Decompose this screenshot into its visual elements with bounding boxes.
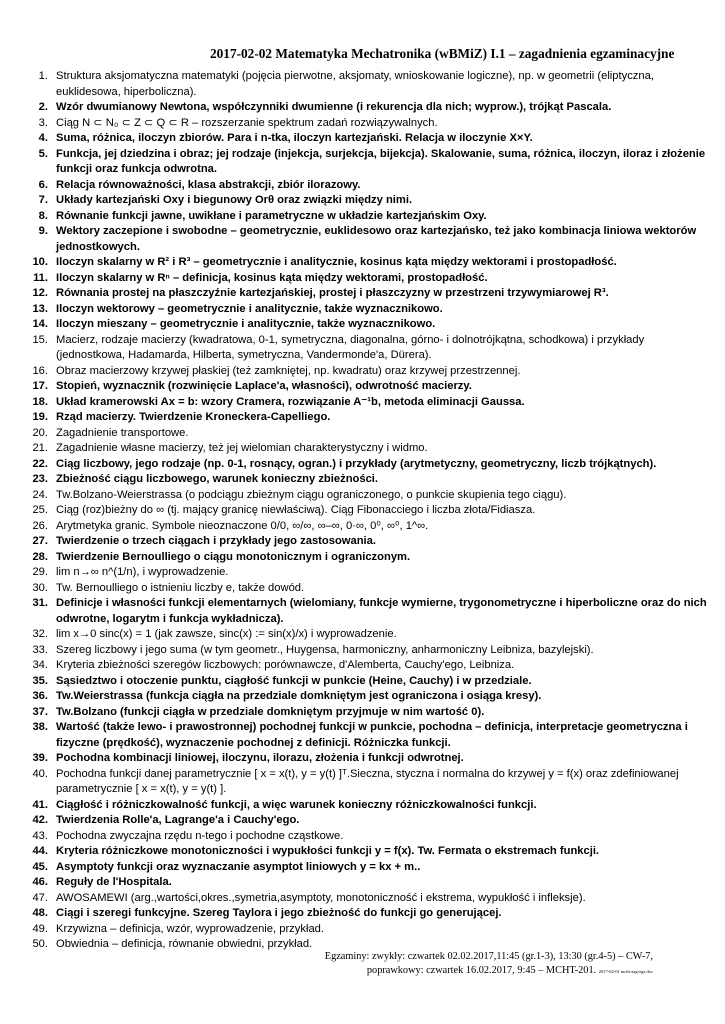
topic-text: Tw.Bolzano (funkcji ciągła w przedziale domkniętym przyjmuje w nim wartość 0). — [56, 705, 485, 718]
topic-number: 32. — [32, 628, 48, 640]
topic-number: 48. — [32, 907, 48, 919]
topic-item — [22, 550, 712, 566]
topic-item — [22, 798, 712, 814]
topic-text: Funkcja, jej dziedzina i obraz; jej rodzaje (injekcja, surjekcja, bijekcja). Skalowanie, suma, różnica, iloczyn, iloraz i złożenie funkcji oraz funkcja odwrotna. — [56, 147, 706, 175]
topic-item — [22, 441, 712, 457]
topic-item — [22, 116, 712, 132]
topic-item — [22, 271, 712, 287]
topic-number: 14. — [32, 318, 48, 330]
topic-item — [22, 829, 712, 845]
topic-number: 50. — [32, 938, 48, 950]
topic-number: 34. — [32, 659, 48, 671]
topic-text: Obraz macierzowy krzywej płaskiej (też zamkniętej, np. kwadratu) oraz krzywej przestrzennej. — [56, 364, 521, 377]
topic-item — [22, 69, 712, 100]
topic-text: Układy kartezjański Oxy i biegunowy Orθ oraz związki między nimi. — [56, 194, 413, 206]
topic-number: 17. — [32, 380, 48, 392]
topic-text: Rząd macierzy. Twierdzenie Kroneckera-Capelliego. — [56, 411, 331, 423]
topic-number: 24. — [32, 488, 48, 501]
topic-text: Ciągi i szeregi funkcyjne. Szereg Taylora i jego zbieżność do funkcji go generującej. — [56, 907, 502, 919]
topic-number: 7. — [38, 194, 48, 206]
topic-text: AWOSAMEWI (arg.,wartości,okres.,symetria,asymptoty, monotoniczność i ekstrema, wypukłość i infleksje). — [56, 891, 586, 904]
topic-text: Relacja równoważności, klasa abstrakcji, zbiór ilorazowy. — [56, 178, 361, 191]
exam-topic-list — [22, 69, 712, 953]
topic-text: Tw.Weierstrassa (funkcja ciągła na przedziale domkniętym jest ograniczona i osiąga kresy). — [56, 690, 542, 702]
topic-item — [22, 844, 712, 860]
topic-item — [22, 875, 712, 891]
topic-item — [22, 860, 712, 876]
topic-item — [22, 565, 712, 581]
topic-item — [22, 627, 712, 643]
topic-item — [22, 410, 712, 426]
topic-number: 2. — [38, 101, 48, 113]
topic-text: Definicje i własności funkcji elementarnych (wielomiany, funkcje wymierne, trygonometryczne i hiperboliczne oraz do nich odwrotne, logarytm i funkcja wykładnicza). — [56, 597, 707, 625]
topic-item — [22, 472, 712, 488]
topic-number: 22. — [32, 457, 48, 470]
topic-text: Zbieżność ciągu liczbowego, warunek konieczny zbieżności. — [56, 473, 379, 485]
topic-number: 27. — [32, 535, 48, 547]
topic-text: Iloczyn skalarny w R² i R³ – geometrycznie i analitycznie, kosinus kąta między wektorami i prostopadłość. — [56, 256, 617, 268]
topic-text: Wzór dwumianowy Newtona, współczynniki dwumienne (i rekurencja dla nich; wyprow.), trójkąt Pascala. — [56, 101, 612, 113]
topic-item — [22, 503, 712, 519]
topic-text: Struktura aksjomatyczna matematyki (pojęcia pierwotne, aksjomaty, wnioskowanie logiczne), np. w geometrii (eliptyczna, euklidesowa, hiperboliczna). — [56, 70, 654, 98]
topic-item — [22, 891, 712, 907]
topic-text: Macierz, rodzaje macierzy (kwadratowa, 0-1, symetryczna, diagonalna, górno- i dolnotrójkątna, schodkowa) i przykłady (jednostkowa, Hadamarda, Hilberta, symetryczna, Vandermonde'a, Dürera). — [56, 333, 645, 361]
topic-text: Kryteria zbieżności szeregów liczbowych: porównawcze, d'Alemberta, Cauchy'ego, Leibniza. — [56, 659, 515, 671]
topic-item — [22, 689, 712, 705]
topic-number: 28. — [32, 550, 48, 563]
topic-number: 31. — [32, 597, 48, 609]
topic-text: Arytmetyka granic. Symbole nieoznaczone 0/0, ∞/∞, ∞–∞, 0·∞, 0⁰, ∞⁰, 1^∞. — [56, 519, 429, 532]
topic-text: Iloczyn skalarny w Rⁿ – definicja, kosinus kąta między wektorami, prostopadłość. — [56, 271, 488, 284]
topic-number: 46. — [32, 876, 48, 888]
topic-item — [22, 333, 712, 364]
topic-number: 1. — [38, 70, 48, 82]
topic-item — [22, 720, 712, 751]
topic-text: lim n→∞ n^(1/n), i wyprowadzenie. — [56, 566, 229, 578]
footer-file-name: 2017-02-01 mcht-zag-egz.doc — [598, 969, 653, 974]
topic-item — [22, 209, 712, 225]
topic-text: Sąsiedztwo i otoczenie punktu, ciągłość funkcji w punkcie (Heine, Cauchy) i w przedziale. — [56, 674, 532, 687]
exam-schedule-footer — [325, 950, 653, 979]
topic-item — [22, 395, 712, 411]
topic-number: 3. — [38, 116, 48, 129]
topic-number: 38. — [32, 721, 48, 733]
topic-number: 8. — [38, 209, 48, 222]
topic-number: 5. — [38, 147, 48, 160]
topic-number: 36. — [32, 690, 48, 702]
topic-number: 47. — [32, 891, 48, 904]
topic-item — [22, 922, 712, 938]
topic-item — [22, 534, 712, 550]
topic-item — [22, 674, 712, 690]
topic-item — [22, 193, 712, 209]
topic-item — [22, 147, 712, 178]
topic-number: 9. — [38, 225, 48, 237]
topic-item — [22, 317, 712, 333]
topic-text: Twierdzenie Bernoulliego o ciągu monotonicznym i ograniczonym. — [56, 550, 411, 563]
topic-text: Suma, różnica, iloczyn zbiorów. Para i n-tka, iloczyn kartezjański. Relacja w iloczynie X×Y. — [56, 132, 533, 144]
topic-text: Ciąg N ⊂ N₀ ⊂ Z ⊂ Q ⊂ R – rozszerzanie spektrum zadań rozwiązywalnych. — [56, 116, 438, 129]
topic-item — [22, 751, 712, 767]
topic-number: 44. — [32, 845, 48, 857]
topic-item — [22, 302, 712, 318]
topic-item — [22, 767, 712, 798]
topic-number: 11. — [33, 271, 48, 284]
topic-item — [22, 658, 712, 674]
topic-text: Układ kramerowski Ax = b: wzory Cramera, rozwiązanie A⁻¹b, metoda eliminacji Gaussa. — [56, 395, 525, 408]
topic-text: Tw.Bolzano-Weierstrassa (o podciągu zbieżnym ciągu ograniczonego, o punkcie skupienia tego ciągu). — [56, 488, 567, 501]
topic-number: 35. — [32, 674, 48, 687]
topic-number: 15. — [32, 333, 48, 346]
topic-item — [22, 581, 712, 597]
topic-text: lim x→0 sinc(x) = 1 (jak zawsze, sinc(x) := sin(x)/x) i wyprowadzenie. — [56, 628, 397, 640]
topic-number: 18. — [32, 395, 48, 408]
footer-line-1: Egzaminy: zwykły: czwartek 02.02.2017,11:45 (gr.1-3), 13:30 (gr.4-5) – CW-7, — [324, 951, 653, 962]
topic-text: Obwiednia – definicja, równanie obwiedni, przykład. — [56, 938, 313, 950]
topic-number: 42. — [32, 814, 48, 826]
topic-number: 20. — [32, 426, 48, 439]
topic-item — [22, 131, 712, 147]
topic-number: 39. — [32, 752, 48, 764]
topic-number: 13. — [32, 302, 48, 315]
topic-number: 23. — [32, 473, 48, 485]
topic-number: 21. — [32, 442, 48, 454]
topic-text: Wektory zaczepione i swobodne – geometrycznie, euklidesowo oraz kartezjańsko, też jako kombinacja liniowa wektorów jednostkowych. — [56, 225, 697, 253]
topic-number: 40. — [32, 767, 48, 780]
topic-item — [22, 100, 712, 116]
topic-text: Ciąg (roz)bieżny do ∞ (tj. mający granicę niewłaściwą). Ciąg Fibonacciego i liczba złota/Fidiasza. — [56, 504, 536, 516]
topic-number: 4. — [38, 132, 48, 144]
topic-text: Twierdzenie o trzech ciągach i przykłady jego zastosowania. — [56, 535, 376, 547]
topic-number: 26. — [32, 519, 48, 532]
topic-number: 37. — [32, 705, 48, 718]
page-title: 2017-02-02 Matematyka Mechatronika (wBMiZ) I.1 – zagadnienia egzaminacyjne — [210, 46, 675, 61]
topic-item — [22, 224, 712, 255]
topic-item — [22, 705, 712, 721]
topic-item — [22, 178, 712, 194]
topic-number: 41. — [32, 798, 48, 811]
topic-text: Iloczyn mieszany – geometrycznie i analitycznie, także wyznacznikowo. — [56, 318, 436, 330]
topic-number: 12. — [32, 287, 48, 299]
topic-item — [22, 906, 712, 922]
topic-number: 10. — [32, 256, 48, 268]
topic-text: Kryteria różniczkowe monotoniczności i wypukłości funkcji y = f(x). Tw. Fermata o ekstremach funkcji. — [56, 845, 600, 857]
topic-number: 33. — [32, 643, 48, 656]
topic-item — [22, 255, 712, 271]
topic-item — [22, 379, 712, 395]
topic-text: Wartość (także lewo- i prawostronnej) pochodnej funkcji w punkcie, pochodna – definicja, interpretacje geometryczna i fizyczne (prędkość), wyznaczenie pochodnej z definicji. Różniczka funkcji. — [56, 721, 688, 749]
topic-text: Krzywizna – definicja, wzór, wyprowadzenie, przykład. — [56, 922, 324, 935]
topic-number: 43. — [32, 829, 48, 842]
topic-number: 45. — [32, 860, 48, 873]
topic-text: Pochodna zwyczajna rzędu n-tego i pochodne cząstkowe. — [56, 829, 344, 842]
topic-number: 25. — [32, 504, 48, 516]
topic-number: 6. — [38, 178, 48, 191]
footer-line-2: poprawkowy: czwartek 16.02.2017, 9:45 – MCHT-201. — [366, 965, 597, 976]
topic-text: Pochodna kombinacji liniowej, iloczynu, ilorazu, złożenia i funkcji odwrotnej. — [56, 752, 464, 764]
topic-text: Ciągłość i różniczkowalność funkcji, a więc warunek konieczny różniczkowalności funkcji. — [56, 798, 537, 811]
topic-item — [22, 426, 712, 442]
topic-item — [22, 813, 712, 829]
topic-item — [22, 488, 712, 504]
topic-text: Równanie funkcji jawne, uwikłane i parametryczne w układzie kartezjańskim Oxy. — [56, 209, 487, 222]
topic-text: Iloczyn wektorowy – geometrycznie i analitycznie, także wyznacznikowo. — [56, 302, 443, 315]
topic-text: Zagadnienie własne macierzy, też jej wielomian charakterystyczny i widmo. — [56, 442, 428, 454]
topic-item — [22, 643, 712, 659]
topic-number: 29. — [32, 566, 48, 578]
topic-item — [22, 457, 712, 473]
topic-text: Asymptoty funkcji oraz wyznaczanie asymptot liniowych y = kx + m.. — [56, 860, 421, 873]
topic-text: Ciąg liczbowy, jego rodzaje (np. 0-1, rosnący, ogran.) i przykłady (arytmetyczny, geometryczny, liczb trójkątnych). — [56, 457, 657, 470]
topic-item — [22, 364, 712, 380]
topic-text: Tw. Bernoulliego o istnieniu liczby e, także dowód. — [56, 581, 305, 594]
topic-text: Reguły de l'Hospitala. — [56, 876, 172, 888]
topic-number: 30. — [32, 581, 48, 594]
topic-text: Równania prostej na płaszczyźnie kartezjańskiej, prostej i płaszczyzny w przestrzeni trzywymiarowej R³. — [56, 287, 609, 299]
topic-text: Szereg liczbowy i jego suma (w tym geometr., Huygensa, harmoniczny, anharmoniczny Leibniza, bazylejski). — [56, 643, 594, 656]
topic-item — [22, 519, 712, 535]
topic-text: Zagadnienie transportowe. — [56, 426, 189, 439]
topic-text: Pochodna funkcji danej parametrycznie [ x = x(t), y = y(t) ]ᵀ.Sieczna, styczna i normalna do krzywej y = f(x) oraz zdefiniowanej parametrycznie [ x = x(t), y = y(t) ]. — [56, 767, 679, 795]
topic-number: 49. — [32, 922, 48, 935]
topic-number: 16. — [32, 364, 48, 377]
topic-item — [22, 286, 712, 302]
topic-number: 19. — [32, 411, 48, 423]
topic-text: Twierdzenia Rolle'a, Lagrange'a i Cauchy'ego. — [56, 814, 300, 826]
topic-text: Stopień, wyznacznik (rozwinięcie Laplace'a, własności), odwrotność macierzy. — [56, 380, 472, 392]
topic-item — [22, 596, 712, 627]
